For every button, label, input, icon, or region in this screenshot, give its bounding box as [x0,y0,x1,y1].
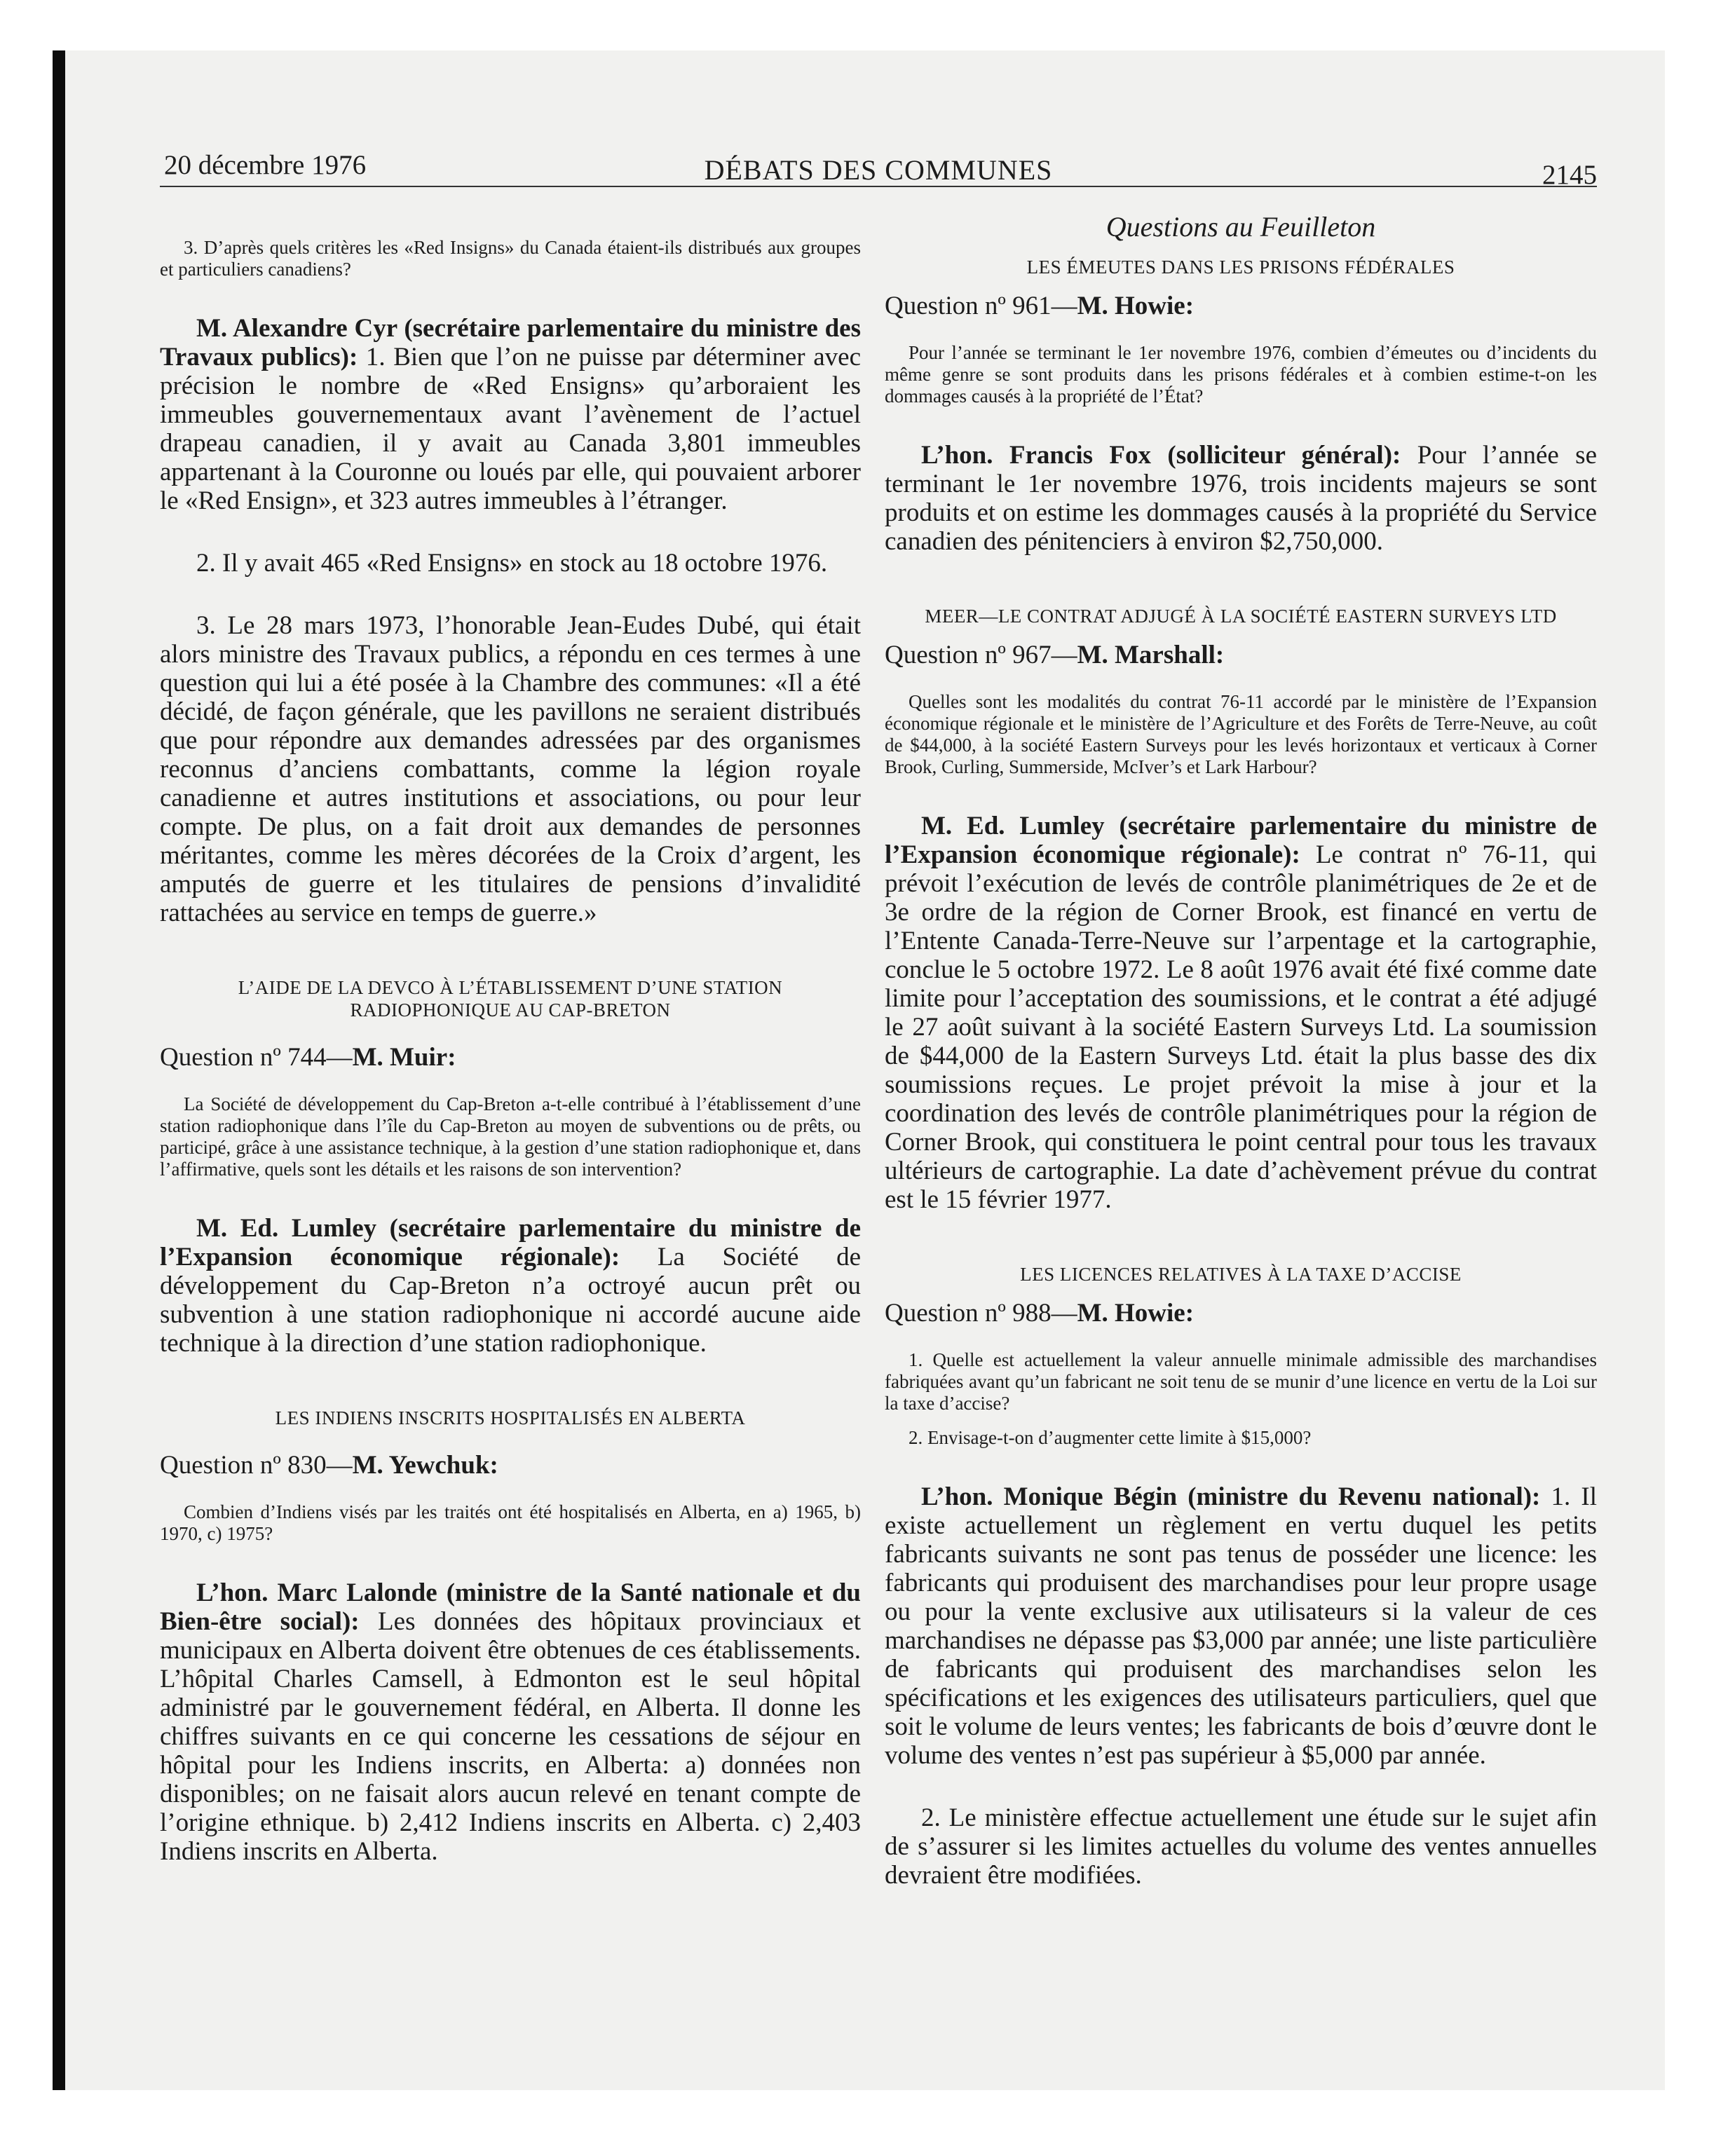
question-line-988 [885,1298,1597,1328]
question-line-830 [160,1450,861,1480]
answer-lumley-meer [885,812,1597,1214]
section-heading-emeutes: LES ÉMEUTES DANS LES PRISONS FÉDÉRALES [1026,257,1455,278]
section-heading-devco: L’AIDE DE LA DEVCO À L’ÉTABLISSEMENT D’UNE STATION RADIOPHONIQUE AU CAP-BRETON [238,977,783,1021]
scan-border [53,50,65,2090]
page-number: 2145 [1542,160,1597,190]
question-text-988-2: 2. Envisage-t-on d’augmenter cette limite à $15,000? [909,1427,1312,1448]
section-heading-licences: LES LICENCES RELATIVES À LA TAXE D’ACCISE [1020,1264,1462,1285]
page-header [160,144,1597,190]
question-number: Question nº 961— [885,292,1077,320]
answer-text: 1. Bien que l’on ne puisse par déterminer avec précision le nombre de «Red Ensigns» qu’arboraient les immeubles gouvernementaux avant l’avènement de l’actuel drapeau canadien, il y avait au Canada 3,801 immeubles appartenant à la Couronne ou loués par elle, qui pouvaient arborer le «Red Ensign», et 323 autres immeubles à l’étranger. [160,343,861,515]
answer-cyr-2: 2. Il y avait 465 «Red Ensigns» en stock au 18 octobre 1976. [196,549,828,578]
question-line-961 [885,291,1597,321]
section-heading-indiens: LES INDIENS INSCRITS HOSPITALISÉS EN ALBERTA [275,1407,746,1428]
answer-cyr-3: 3. Le 28 mars 1973, l’honorable Jean-Eudes Dubé, qui était alors ministre des Travaux publics, a répondu en ces termes à une question qui lui a été posée à la Chambre des communes: «Il a été décidé, de façon générale, que les pavillons ne seraient distribués que pour répondre aux demandes adressées par des organismes reconnus d’anciens combattants, comme la légion royale canadienne et autres institutions et associations, ou pour leur compte. De plus, on a fait droit aux demandes de personnes méritantes, comme les mères décorées de la Croix d’argent, les amputés de guerre et les titulaires de pensions d’invalidité rattachées au service en temps de guerre.» [160,611,861,927]
question-text-988-1: 1. Quelle est actuellement la valeur annuelle minimale admissible des marchandises fabriquées avant qu’un fabricant ne soit tenu de se munir d’une licence en vertu de la Loi sur la taxe d’accise? [885,1349,1597,1414]
question-text-744: La Société de développement du Cap-Breton a-t-elle contribué à l’établissement d’une station radiophonique dans l’île du Cap-Breton au moyen de subventions ou de prêts, ou participé, grâce à une assistance technique, à la gestion d’une station radiophonique et, dans l’affirmative, quels sont les détails et les raisons de son intervention? [160,1093,861,1180]
answer-text: 1. Il existe actuellement un règlement en vertu duquel les petits fabricants suivants ne sont pas tenus de posséder une licence: les fabricants qui produisent des marchandises pour leur propre usage ou pour la vente exclusive aux utilisateurs si la valeur de ces marchandises ne dépasse pas $3,000 par année; une liste particulière de fabricants qui produisent des marchandises selon les spécifications et les exigences des utilisateurs particuliers, quel que soit le volume de leurs ventes; les fabricants de bois d’œuvre dont le volume des ventes n’est pas supérieur à $5,000 par année. [885,1482,1597,1770]
section-title-questions: Questions au Feuilleton [1105,211,1376,243]
header-title: DÉBATS DES COMMUNES [704,154,1053,186]
question-author: M. Marshall: [1077,641,1225,669]
speaker-name: L’hon. Marc Lalonde (ministre de la Santé nationale et du Bien-être social): [160,1578,861,1636]
question-author: M. Yewchuk: [352,1451,498,1480]
speaker-name: M. Alexandre Cyr (secrétaire parlementaire du ministre des Travaux publics): [160,314,861,371]
speaker-name: L’hon. Monique Bégin (ministre du Revenu national): [921,1482,1541,1511]
question-author: M. Howie: [1077,292,1195,320]
question-line-967 [885,640,1597,670]
question-3-text: 3. D’après quels critères les «Red Insigns» du Canada étaient-ils distribués aux groupes et particuliers canadiens? [160,237,861,280]
left-column [160,210,861,1866]
question-number: Question nº 988— [885,1299,1077,1328]
speaker-name: M. Ed. Lumley (secrétaire parlementaire du ministre de l’Expansion économique régionale): [885,812,1597,869]
answer-lalonde [160,1578,861,1866]
question-number: Question nº 830— [160,1451,353,1480]
question-author: M. Muir: [352,1043,456,1072]
right-column [885,210,1597,1890]
question-text-961: Pour l’année se terminant le 1er novembre 1976, combien d’émeutes ou d’incidents du même genre se sont produits dans les prisons fédérales et à combien estime-t-on les dommages causés à la propriété de l’État? [885,342,1597,407]
answer-fox [885,441,1597,556]
answer-text: La Société de développement du Cap-Breton n’a octroyé aucun prêt ou subvention à une station radiophonique ni accordé aucune aide technique à la direction d’une station radiophonique. [160,1243,862,1358]
answer-cyr [160,314,861,515]
question-number: Question nº 967— [885,641,1077,669]
question-text-967: Quelles sont les modalités du contrat 76-11 accordé par le ministère de l’Expansion économique régionale et le ministère de l’Agriculture et des Forêts de Terre-Neuve, au coût de $44,000, à la société Eastern Surveys pour les levés horizontaux et verticaux à Corner Brook, Curling, Summerside, McIver’s et Lark Harbour? [885,691,1597,777]
answer-text: Pour l’année se terminant le 1er novembre 1976, trois incidents majeurs se sont produits et on estime les dommages causés à la propriété du Service canadien des pénitenciers à environ $2,750,000. [885,441,1597,556]
header-date: 20 décembre 1976 [164,150,367,180]
answer-begin-2: 2. Le ministère effectue actuellement une étude sur le sujet afin de s’assurer si les limites actuelles du volume des ventes annuelles devraient être modifiées. [885,1803,1597,1890]
question-author: M. Howie: [1077,1299,1195,1328]
speaker-name: L’hon. Francis Fox (solliciteur général): [921,441,1401,470]
question-number: Question nº 744— [160,1043,353,1072]
question-text-830: Combien d’Indiens visés par les traités ont été hospitalisés en Alberta, en a) 1965, b) 1970, c) 1975? [160,1501,861,1544]
section-heading-meer: MEER—LE CONTRAT ADJUGÉ À LA SOCIÉTÉ EASTERN SURVEYS LTD [925,606,1557,627]
answer-lumley-devco [160,1214,861,1358]
answer-text: Les données des hôpitaux provinciaux et municipaux en Alberta doivent être obtenues de ces établissements. L’hôpital Charles Camsell, à Edmonton est le seul hôpital administré par le gouvernement fédéral, en Alberta. Il donne les chiffres suivants en ce qui concerne les cessations de séjour en hôpital pour les Indiens inscrits, en Alberta: a) données non disponibles; on ne faisait alors aucun relevé en tenant compte de l’origine ethnique. b) 2,412 Indiens inscrits en Alberta. c) 2,403 Indiens inscrits en Alberta. [160,1607,861,1866]
speaker-name: M. Ed. Lumley (secrétaire parlementaire du ministre de l’Expansion économique régionale): [160,1214,861,1271]
answer-text: Le contrat nº 76-11, qui prévoit l’exécution de levés de contrôle planimétriques de 2e et de 3e ordre de la région de Corner Brook, est financé en vertu de l’Entente Canada-Terre-Neuve sur l’arpentage et la cartographie, conclue le 5 octobre 1972. Le 8 août 1976 avait été fixé comme date limite pour l’acceptation des soumissions, et le contrat a été adjugé le 27 août suivant à la société Eastern Surveys Ltd. La soumission de $44,000 de la Eastern Surveys Ltd. était la plus basse des dix soumissions reçues. Le projet prévoit la mise à jour et la coordination des levés de contrôle planimétriques pour la région de Corner Brook, qui constituera le point central pour tous les travaux ultérieurs de cartographie. La date d’achèvement prévue du contrat est le 15 février 1977. [885,840,1597,1214]
question-line-744 [160,1042,861,1072]
answer-begin [885,1482,1597,1770]
